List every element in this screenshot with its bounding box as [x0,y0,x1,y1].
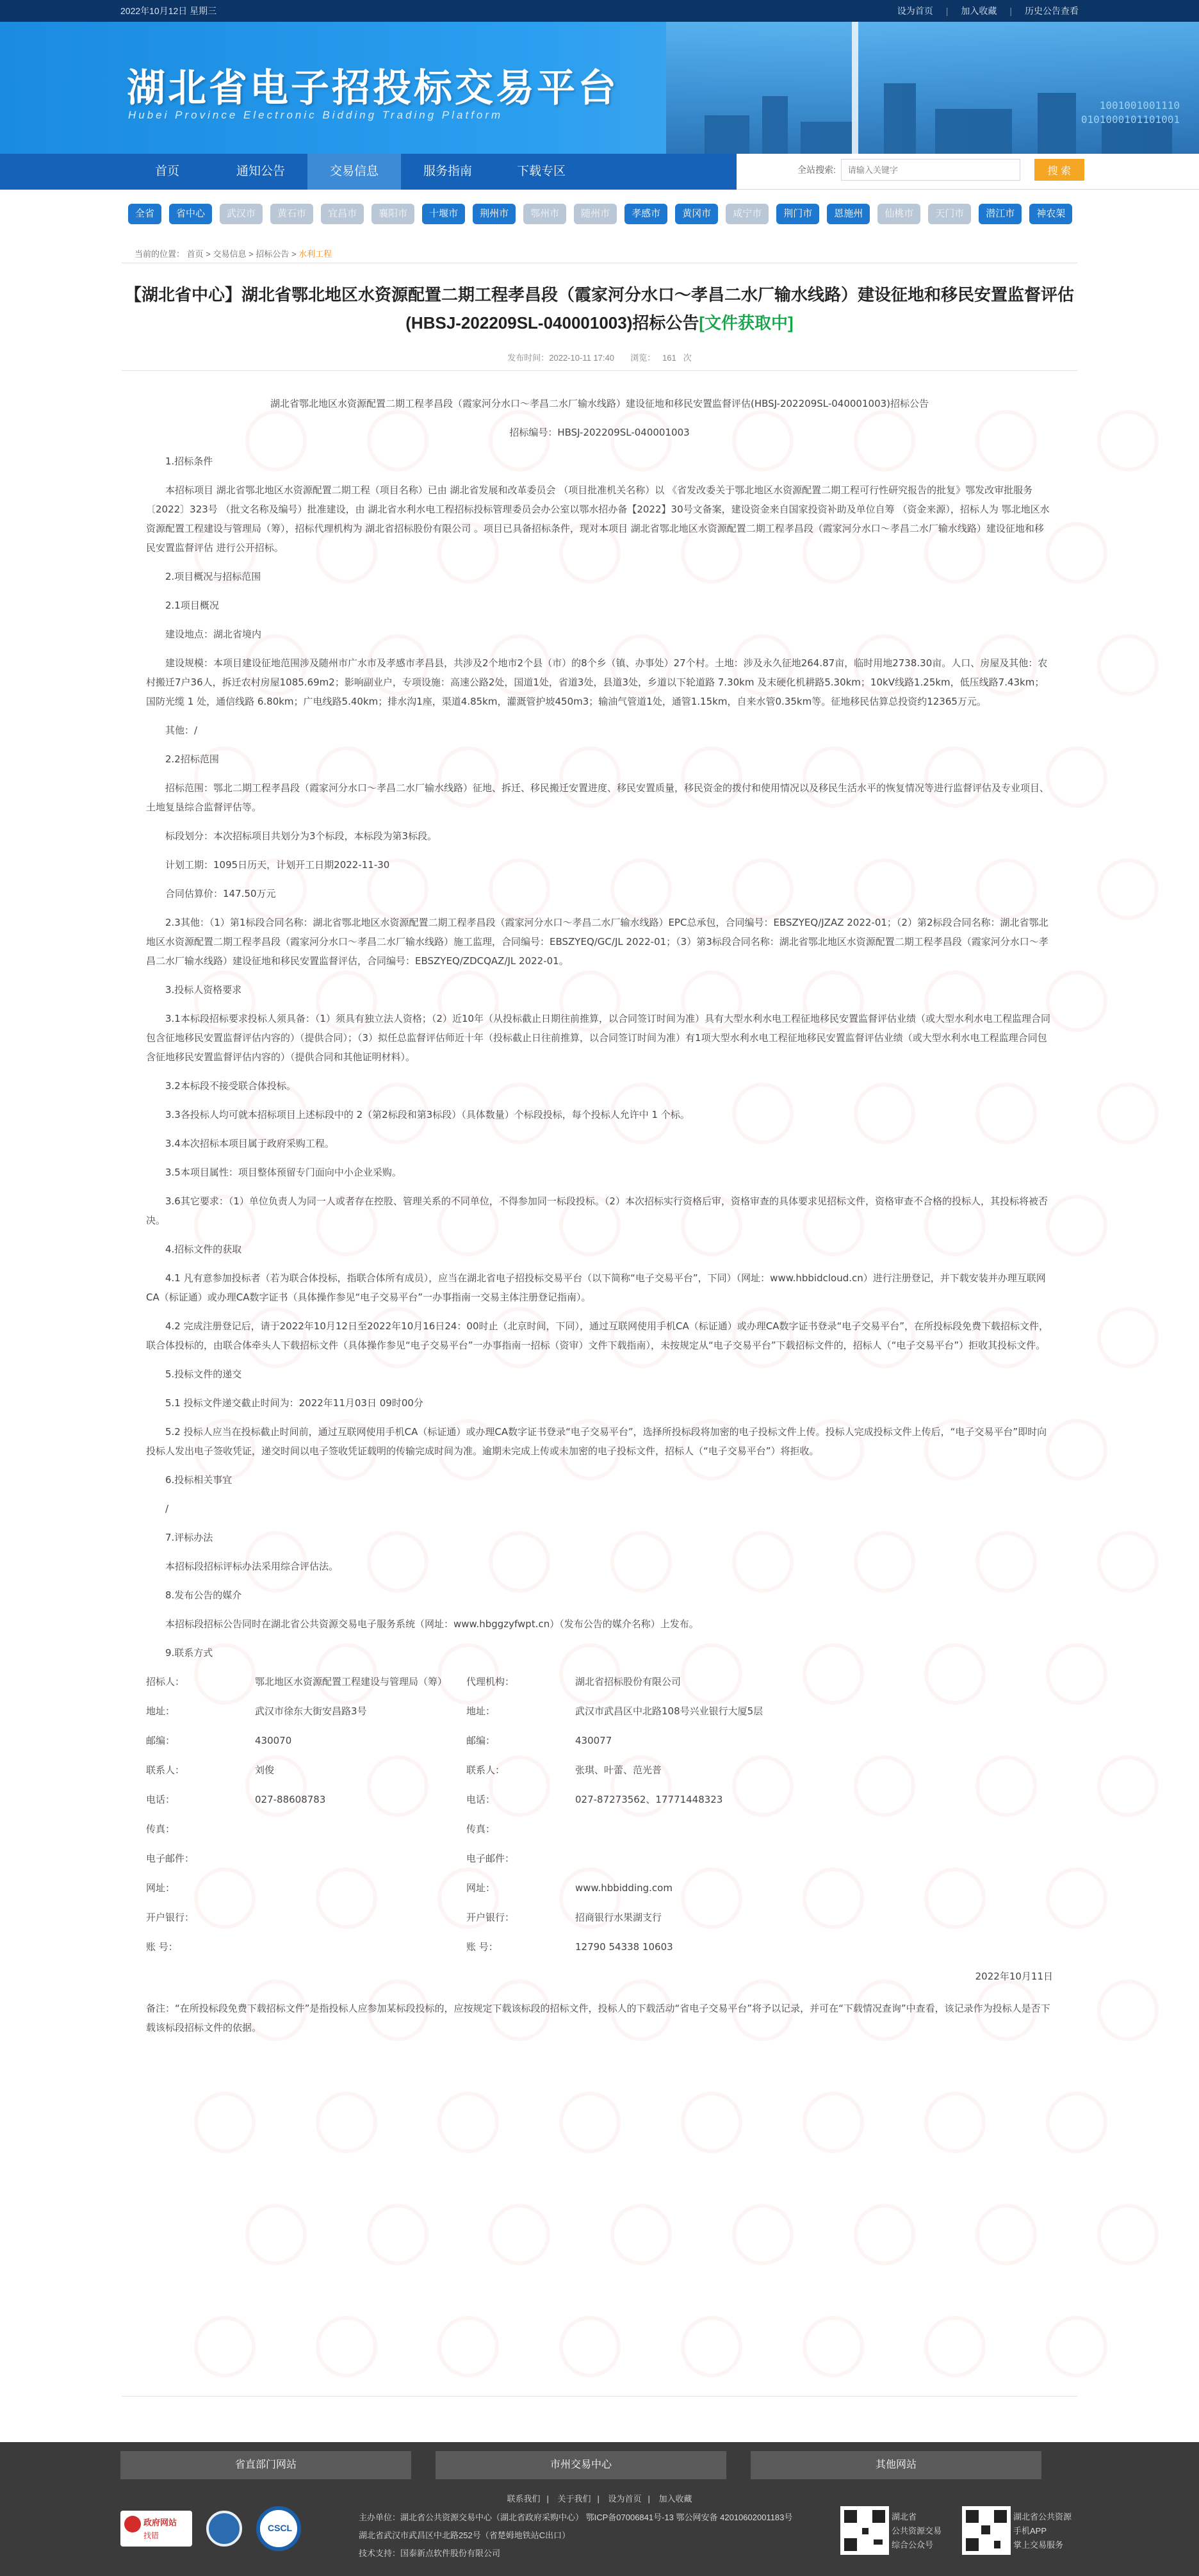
tv-tower-image [852,22,858,154]
watermark-seal [194,2092,256,2153]
contact-label: 联系人： [466,1764,505,1776]
contact-value: 430077 [575,1735,612,1746]
app-qr-code-icon [962,2506,1011,2555]
watermark-seal [437,2092,499,2153]
article-paragraph: 标段划分：本次招标项目共划分为3个标段，本标段为第3标段。 [165,830,437,842]
watermark-seal [559,2316,621,2377]
article-paragraph: 3.5本项目属性：项目整体预留专门面向中小企业采购。 [165,1167,402,1178]
contact-label: 开户银行： [466,1912,515,1923]
watermark-seal [1097,1307,1159,1368]
nav-trade-info[interactable]: 交易信息 [307,154,401,190]
status-badge: [文件获取中] [699,313,794,332]
watermark-seal [1097,634,1159,696]
watermark-seal [1046,2316,1107,2377]
region-filter-item[interactable]: 恩施州 [827,204,870,224]
wechat-qr-label: 湖北省 公共资源交易 综合公众号 [892,2512,942,2550]
contact-label: 账 号： [466,1941,498,1953]
article-paragraph: 5.2 投标人应当在投标截止时间前，通过互联网使用手机CA（标证通）或办理CA数字证书登录“电子交易平台”，选择所投标段将加密的电子投标文件上传。投标人完成投标文件上传后，“电子交易平台”即时向投标人发出电子签收凭证，递交时间以电子签收凭证载明的传输完成时间为准。逾期未完成上传或未加密的电子投标文件，招标人（“电子交易平台”）将拒收。 [146,1426,1047,1457]
watermark-seal [1046,1419,1107,1481]
watermark-seal [610,2204,672,2265]
article-paragraph: 本招标项目 湖北省鄂北地区水资源配置二期工程（项目名称）已由 湖北省发展和改革委员会 （项目批准机关名称）以 《省发改委关于鄂北地区水资源配置二期工程可行性研究报告的批复》鄂发改审批服务〔2022〕323号 （批文名称及编号）批准建设，由 湖北省水利水电工程招标投标管理委员会办公室以鄂水招办备【2022】30号文备案，建设资金来自国家投资补助及单位自筹 （资金来源），招标人为 鄂北地区水资源配置工程建设与管理局（筹），招标代理机构为 湖北省招标股份有限公司 。项目已具备招标条件，现对本项目 湖北省鄂北地区水资源配置二期工程孝昌段（霞家河分水口～孝昌二水厂输水线路）建设征地和移民安置监督评估 进行公开招标。 [146,484,1050,554]
search-input[interactable] [841,159,1020,181]
region-filter-item[interactable]: 宜昌市 [321,204,364,224]
contact-label: 电子邮件： [146,1853,195,1864]
watermark-seal [803,2092,864,2153]
tender-code: 招标编号：HBSJ-202209SL-040001003 [509,427,690,438]
search-label: 全站搜索: [797,165,836,175]
region-filter-item[interactable]: 十堰市 [422,204,465,224]
region-filter-item[interactable]: 武汉市 [220,204,263,224]
footer-links: 联系我们 | 关于我们 | 设为首页 | 加入收藏 [507,2494,692,2504]
article-paragraph: 2.项目概况与招标范围 [165,571,261,582]
article-paragraph: 5.投标文件的递交 [165,1368,242,1380]
footer-tab-provincial-departments[interactable]: 省直部门网站 [120,2451,411,2479]
watermark-seal [316,2092,377,2153]
watermark-seal [924,2092,986,2153]
region-filter-item[interactable]: 潜江市 [979,204,1022,224]
article-paragraph: 4.招标文件的获取 [165,1243,242,1255]
article-paragraph: 3.6其它要求：（1）单位负责人为同一人或者存在控股、管理关系的不同单位，不得参加同一标段投标。（2）本次招标实行资格后审，资格审查的具体要求见招标文件，资格审查不合格的投标人，其投标将被否决。 [146,1195,1048,1226]
contact-value [575,1819,787,1839]
article-paragraph: 建设地点：湖北省境内 [165,628,262,640]
watermark-seal [194,2316,256,2377]
contact-label: 地址： [466,1705,496,1717]
article-paragraph: 其他：/ [165,725,198,736]
region-filter-item[interactable]: 黄石市 [270,204,313,224]
contact-label: 联系人： [146,1764,185,1776]
region-filter-item[interactable]: 随州市 [574,204,617,224]
article-paragraph: 9.联系方式 [165,1647,213,1659]
app-qr-label: 湖北省公共资源 手机APP 掌上交易服务 [1013,2512,1072,2550]
region-filter-item[interactable]: 襄阳市 [371,204,414,224]
add-favorite-link[interactable]: 加入收藏 [961,6,997,16]
contact-label: 开户银行： [146,1912,195,1923]
contact-value: 12790 54338 10603 [575,1941,673,1953]
region-filter-item[interactable]: 黄冈市 [675,204,718,224]
site-subtitle: Hubei Province Electronic Bidding Trading Platform [128,109,503,121]
article-paragraph: 7.评标办法 [165,1532,213,1543]
article-paragraph: 3.3各投标人均可就本招标项目上述标段中的 2（第2标段和第3标段）（具体数量）个标段投标，每个投标人允许中 1 个标。 [165,1109,690,1120]
watermark-seal [975,2204,1037,2265]
contact-value: 武汉市徐东大街安昌路3号 [255,1705,367,1717]
contact-label: 电话： [466,1794,496,1805]
region-filter-item[interactable]: 荆州市 [473,204,516,224]
history-notice-link[interactable]: 历史公告查看 [1025,6,1079,16]
region-filter-item[interactable]: 仙桃市 [877,204,920,224]
watermark-seal [316,2316,377,2377]
region-filter [128,204,1072,224]
contact-value [255,1878,466,1898]
contact-value: 张琪、叶蕾、范光普 [575,1764,662,1776]
contact-value [255,1937,466,1957]
article-meta: 发布时间：2022-10-11 17:40 浏览： 161 次 [507,353,692,363]
watermark-seal [437,2316,499,2377]
gov-site-error-report-logo[interactable]: 政府网站 找错 [120,2511,192,2547]
contact-label: 邮编： [146,1735,175,1746]
contact-value: 武汉市武昌区中北路108号兴业银行大厦5层 [575,1705,763,1717]
contact-value: 招商银行水果湖支行 [575,1912,662,1923]
site-search [797,159,1084,181]
contact-label: 网址： [146,1882,175,1894]
watermark-seal [1097,1531,1159,1593]
cscl-seal-icon[interactable]: CSCL [256,2506,301,2551]
nav-downloads[interactable]: 下载专区 [516,165,566,178]
article-paragraph: 3.2本标段不接受联合体投标。 [165,1080,296,1092]
article-paragraph: 招标范围：鄂北二期工程孝昌段（霞家河分水口～孝昌二水厂输水线路）征地、拆迁、移民搬迁安置进度、移民安置质量，移民资金的拨付和使用情况以及移民生活水平的恢复情况等进行监督评估及专业项目、土地复垦综合监督评估等。 [146,782,1050,813]
view-count: 161 [662,353,676,363]
footer-favorite-link[interactable]: 加入收藏 [658,2494,692,2504]
article-paragraph: 2.1项目概况 [165,600,219,611]
article-paragraph: 2.2招标范围 [165,753,219,765]
contact-table [146,1672,1053,1967]
watermark-seal [681,2092,742,2153]
contact-value [255,1819,466,1839]
watermark-seal [924,2316,986,2377]
contact-value: 刘俊 [255,1764,275,1776]
contact-label: 传真： [146,1823,175,1835]
contact-label: 电子邮件： [466,1853,515,1864]
article-paragraph: 5.1 投标文件递交截止时间为：2022年11月03日 09时00分 [165,1397,423,1409]
contact-value: 430070 [255,1735,292,1746]
article-paragraph: 本招标段招标公告同时在湖北省公共资源交易电子服务系统（网址：www.hbggzyfwpt.cn）（发布公告的媒介名称）上发布。 [165,1618,699,1630]
contact-value: www.hbbidding.com [575,1882,673,1894]
region-filter-item[interactable]: 省中心 [169,204,212,224]
region-filter-item[interactable]: 咸宁市 [726,204,769,224]
watermark-seal [1097,410,1159,472]
article-paragraph: / [165,1503,169,1514]
watermark-seal [1046,1643,1107,1705]
publish-time: 2022-10-11 17:40 [549,353,614,363]
page-title: 【湖北省中心】湖北省鄂北地区水资源配置二期工程孝昌段（霞家河分水口～孝昌二水厂输水线路）建设征地和移民安置监督评估(HBSJ-202209SL-040001003)招标公告[文件获取中] [124,285,1074,332]
breadcrumb-trade-info[interactable]: 交易信息 [213,249,247,259]
watermark-seal [1097,1755,1159,1817]
nav-service-guide[interactable]: 服务指南 [423,165,472,178]
footer-tab-city-centers[interactable]: 市州交易中心 [436,2451,726,2479]
binary-decoration: 1001001001110 0101000101101001 [1081,99,1180,126]
breadcrumb: 当前的位置： 首页 > 交易信息 > 招标公告 > 水利工程 [135,249,332,259]
gov-emblem-icon [124,2516,141,2532]
set-homepage-link[interactable]: 设为首页 [897,6,933,16]
article-paragraph: 4.2 完成注册登记后，请于2022年10月12日至2022年10月16日24：00时止（北京时间，下同），通过互联网使用手机CA（标证通）或办理CA数字证书登录“电子交易平台”，在所投标段免费下载招标文件，联合体投标的，由联合体牵头人下载招标文件（具体操作参见“电子交易平台”一办事指南一招标（资审）文件下载指南），未按规定从“电子交易平台”下载招标文件的，招标人（“电子交易平台”）拒收其投标文件。 [146,1320,1049,1351]
sign-date: 2022年10月11日 [975,1971,1053,1982]
header-banner [0,22,1199,154]
article-paragraph: 6.投标相关事宜 [165,1474,232,1486]
nav-home[interactable]: 首页 [154,165,179,178]
search-button[interactable]: 搜 索 [1034,159,1084,181]
watermark-seal [1046,1867,1107,1929]
region-filter-item[interactable]: 孝感市 [624,204,667,224]
region-filter-item[interactable]: 全省 [128,204,161,224]
article-paragraph: 合同估算价：147.50万元 [165,888,276,899]
article-body [146,394,1053,2047]
breadcrumb-home[interactable]: 首页 [186,249,204,259]
top-bar: 2022年10月12日 星期三 设为首页 | 加入收藏 | 历史公告查看 [0,0,1199,22]
watermark-seal [1097,1083,1159,1144]
watermark-seal [1046,746,1107,808]
watermark-seal [367,2204,428,2265]
site-title: 湖北省电子招投标交易平台 [127,67,619,110]
contact-label: 账 号： [146,1941,178,1953]
article-paragraph: 8.发布公告的媒介 [165,1589,242,1601]
article-paragraph: 1.招标条件 [165,455,213,467]
article-paragraph: 4.1 凡有意参加投标者（若为联合体投标，指联合体所有成员），应当在湖北省电子招投标交易平台（以下简称“电子交易平台”，下同）（网址：www.hbbidcloud.cn）进行注册登记，并下载安装并办理互联网CA（标证通）或办理CA数字证书（具体操作参见“电子交易平台”一办事指南一交易主体注册登记指南）。 [146,1272,1046,1303]
watermark-seal [559,2092,621,2153]
contact-value: 027-88608783 [255,1794,326,1805]
watermark-seal [1046,971,1107,1032]
contact-label: 代理机构： [466,1676,515,1687]
contact-value: 湖北省招标股份有限公司 [575,1676,681,1687]
article-paragraph: 2.3其他：（1）第1标段合同名称：湖北省鄂北地区水资源配置二期工程孝昌段（霞家河分水口～孝昌二水厂输水线路）EPC总承包，合同编号：EBSZYEQ/JZAZ 2022-01；（2）第2标段合同名称：湖北省鄂北地区水资源配置二期工程孝昌段（霞家河分水口～孝昌二水厂输水线路）施工监理，合同编号：EBSZYEQ/GC/JL 2022-01；（3）第3标段合同名称：湖北省鄂北地区水资源配置二期工程孝昌段（霞家河分水口～孝昌二水厂输水线路）建设征地和移民安置监督评估，合同编号：EBSZYEQ/ZDCQAZ/JL 2022-01。 [146,917,1048,967]
watermark-seal [732,2204,794,2265]
current-date: 2022年10月12日 星期三 [120,6,217,16]
footer-contact-link[interactable]: 联系我们 [507,2494,541,2504]
contact-label: 邮编： [466,1735,496,1746]
watermark-seal [1046,1195,1107,1256]
footer-tab-other-sites[interactable]: 其他网站 [751,2451,1041,2479]
footer-homepage-link[interactable]: 设为首页 [608,2494,642,2504]
contact-value [575,1849,787,1868]
contact-label: 电话： [146,1794,175,1805]
region-filter-item[interactable]: 神农架 [1029,204,1072,224]
contact-value [255,1908,466,1927]
breadcrumb-current: 水利工程 [298,249,332,259]
watermark-seal [803,2316,864,2377]
remark-note: 备注：“在所投标段免费下载招标文件”是指投标人应参加某标段投标的，应按规定下载该标段的招标文件，投标人的下载活动“省电子交易平台”将予以记录，并可在“下载情况查询”中查看，该记录作为投标人是否下载该标段招标文件的依据。 [146,2003,1050,2033]
footer-info: 主办单位：湖北省公共资源交易中心（湖北省政府采购中心） 鄂ICP备07006841号-13 鄂公网安备 42010602001183号 湖北省武汉市武昌区中北路252号（省楚姆地铁站C出口） 技术支持：国泰新点软件股份有限公司 [359,2513,793,2558]
article-paragraph: 3.1本标段招标要求投标人须具备：（1）须具有独立法人资格；（2）近10年（从投标截止日期往前推算，以合同签订时间为准）具有大型水利水电工程征地移民安置监督评估业绩（或大型水利水电工程监理合同包含征地移民安置监督评估内容的）（提供合同）；（3）拟任总监督评估师近十年（投标截止日往前推算，以合同签订时间为准）有1项大型水利水电工程征地移民安置监督评估业绩（或大型水利水电工程监理合同包含征地移民安置监督评估内容的）（提供合同和其他证明材料）。 [146,1013,1051,1063]
contact-value: 鄂北地区水资源配置工程建设与管理局（筹） [255,1676,448,1687]
contact-value: 027-87273562、17771448323 [575,1794,723,1805]
footer-about-link[interactable]: 关于我们 [557,2494,591,2504]
watermark-seal [1046,522,1107,584]
article-heading: 湖北省鄂北地区水资源配置二期工程孝昌段（霞家河分水口～孝昌二水厂输水线路）建设征地和移民安置监督评估(HBSJ-202209SL-040001003)招标公告 [270,398,929,409]
watermark-seal [681,2316,742,2377]
wechat-qr-code-icon [840,2506,889,2555]
contact-label: 招标人： [146,1676,185,1687]
watermark-seal [245,2204,307,2265]
article-paragraph: 建设规模：本项目建设征地范围涉及随州市广水市及孝感市孝昌县，共涉及2个地市2个县（市）的8个乡（镇、办事处）27个村。土地：涉及永久征地264.87亩，临时用地2738.30亩。人口、房屋及其他：农村搬迁7户36人，拆迁农村房屋1085.69m2；影响副业户，专项设施：高速公路2处，国道1处，省道3处，县道3处，乡道以下轮道路 7.30km 及末硬化机耕路5.30km；10kV线路1.25km，低压线路7.43km；国防光缆 1 处，通信线路 6.80km；广电线路5.40km；排水沟1座，渠道4.85km，灌溉管护坡450m3；输油气管道1处，通管1.15km，自来水管0.35km等。征地移民估算总投资约12365万元。 [146,657,1048,707]
watermark-seal [854,2204,915,2265]
watermark-seal [1097,2204,1159,2265]
nav-notices[interactable]: 通知公告 [236,165,285,178]
watermark-seal [489,2204,550,2265]
article-paragraph: 本招标段招标评标办法采用综合评估法。 [165,1561,339,1572]
contact-label: 地址： [146,1705,175,1717]
region-filter-item[interactable]: 鄂州市 [523,204,566,224]
watermark-seal [1097,1980,1159,2041]
article-paragraph: 3.4本次招标本项目属于政府采购工程。 [165,1138,334,1149]
contact-value [255,1849,466,1868]
article-paragraph: 计划工期：1095日历天，计划开工日期2022-11-30 [165,859,390,871]
contact-label: 网址： [466,1882,496,1894]
article-paragraph: 3.投标人资格要求 [165,984,242,996]
region-filter-item[interactable]: 天门市 [928,204,971,224]
region-filter-item[interactable]: 荆门市 [776,204,819,224]
footer [0,2442,1199,2576]
watermark-seal [1097,858,1159,920]
contact-label: 传真： [466,1823,496,1835]
police-badge-icon[interactable] [206,2511,242,2547]
breadcrumb-notices[interactable]: 招标公告 [256,249,290,259]
city-skyline-image [666,22,1199,154]
watermark-seal [1046,2092,1107,2153]
